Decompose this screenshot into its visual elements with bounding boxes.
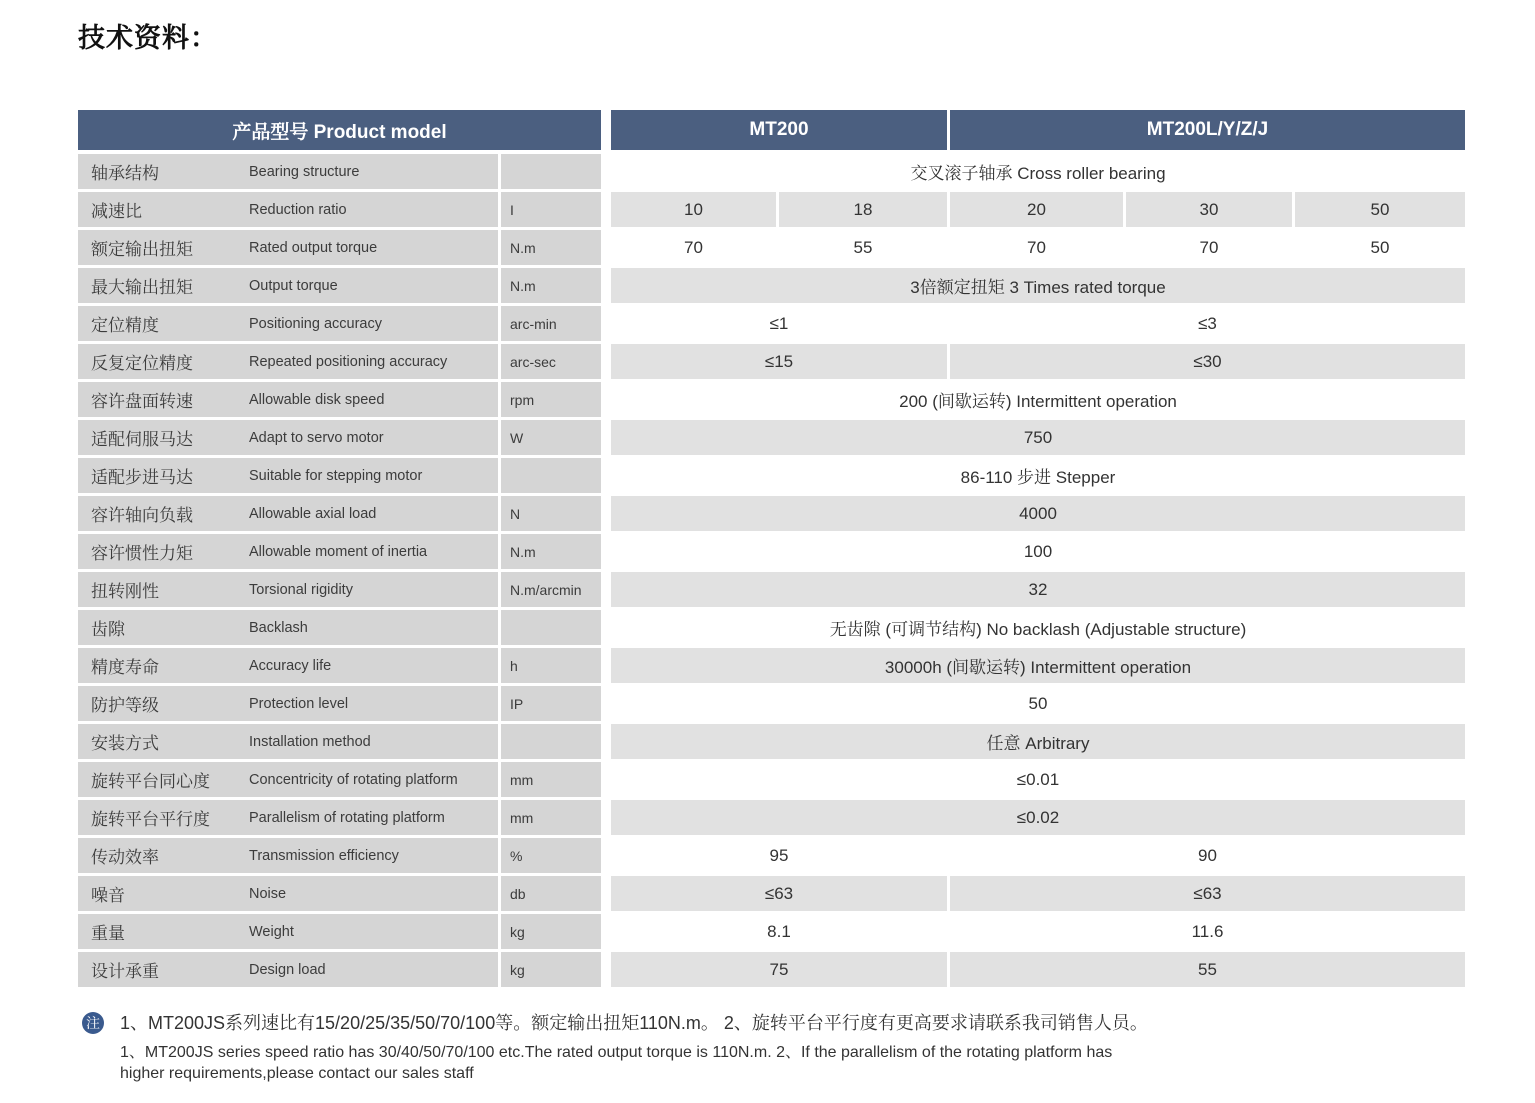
row-label bbox=[78, 382, 498, 417]
header-product-model: 产品型号 Product model bbox=[78, 110, 601, 150]
table-row-axial-load bbox=[78, 496, 1465, 531]
row-label-cn: 旋转平台平行度 bbox=[91, 810, 210, 829]
table-row-parallelism bbox=[78, 800, 1465, 835]
row-label-cn: 反复定位精度 bbox=[91, 354, 193, 373]
row-label-en: Allowable axial load bbox=[249, 505, 377, 522]
row-label-en: Transmission efficiency bbox=[249, 847, 399, 864]
row-label-en: Concentricity of rotating platform bbox=[249, 771, 458, 788]
table-row-repeated-positioning-accuracy bbox=[78, 344, 1465, 379]
table-row-design-load bbox=[78, 952, 1465, 987]
row-value-col: 70 bbox=[611, 230, 776, 265]
note-line-en-1: 1、MT200JS series speed ratio has 30/40/50/70/100 etc.The rated output torque is 110N.m. 2、If the parallelism of the rotating platform has bbox=[120, 1044, 1113, 1061]
row-label-en: Suitable for stepping motor bbox=[249, 467, 423, 484]
row-label-en: Torsional rigidity bbox=[249, 581, 353, 598]
row-label-en: Allowable moment of inertia bbox=[249, 543, 428, 560]
row-unit: W bbox=[501, 420, 601, 455]
row-label-en: Output torque bbox=[249, 277, 338, 294]
row-unit: N.m bbox=[501, 230, 601, 265]
row-unit: N bbox=[501, 496, 601, 531]
row-label-en: Adapt to servo motor bbox=[249, 429, 384, 446]
row-label bbox=[78, 838, 498, 873]
table-row-protection-level bbox=[78, 686, 1465, 721]
spec-table bbox=[78, 110, 1465, 990]
row-value-col: 30 bbox=[1126, 192, 1292, 227]
row-value: 750 bbox=[611, 420, 1465, 455]
row-value-mt200: ≤63 bbox=[611, 876, 947, 911]
row-label bbox=[78, 496, 498, 531]
row-value: 4000 bbox=[611, 496, 1465, 531]
row-label-en: Allowable disk speed bbox=[249, 391, 385, 408]
row-label-en: Protection level bbox=[249, 695, 349, 712]
row-unit bbox=[501, 610, 601, 645]
row-unit: N.m bbox=[501, 534, 601, 569]
row-label-cn: 容许惯性力矩 bbox=[91, 544, 193, 563]
row-unit bbox=[501, 154, 601, 189]
table-row-allowable-disk-speed bbox=[78, 382, 1465, 417]
row-label bbox=[78, 762, 498, 797]
table-row-bearing-structure bbox=[78, 154, 1465, 189]
table-row-torsional-rigidity bbox=[78, 572, 1465, 607]
row-value: 3倍额定扭矩 3 Times rated torque bbox=[611, 268, 1465, 303]
row-label bbox=[78, 420, 498, 455]
header-mt200: MT200 bbox=[611, 110, 947, 150]
table-row-backlash bbox=[78, 610, 1465, 645]
row-label-cn: 最大输出扭矩 bbox=[91, 278, 193, 297]
table-header-row bbox=[78, 110, 1465, 150]
row-label-cn: 精度寿命 bbox=[91, 658, 159, 677]
table-row-accuracy-life bbox=[78, 648, 1465, 683]
row-label bbox=[78, 572, 498, 607]
row-label-en: Weight bbox=[249, 923, 294, 940]
row-value-mt200l: ≤63 bbox=[950, 876, 1465, 911]
row-label bbox=[78, 686, 498, 721]
row-label-en: Design load bbox=[249, 961, 326, 978]
row-label-en: Noise bbox=[249, 885, 287, 902]
row-label-en: Rated output torque bbox=[249, 239, 378, 256]
row-value: 86-110 步进 Stepper bbox=[611, 458, 1465, 493]
table-row-rated-output-torque bbox=[78, 230, 1465, 265]
row-label bbox=[78, 800, 498, 835]
row-label-cn: 设计承重 bbox=[91, 962, 159, 981]
row-label bbox=[78, 306, 498, 341]
row-value-mt200: 95 bbox=[611, 838, 947, 873]
row-label bbox=[78, 344, 498, 379]
row-unit: rpm bbox=[501, 382, 601, 417]
row-unit: arc-min bbox=[501, 306, 601, 341]
row-unit bbox=[501, 458, 601, 493]
row-label-en: Positioning accuracy bbox=[249, 315, 382, 332]
row-label-cn: 旋转平台同心度 bbox=[91, 772, 210, 791]
row-value-col: 50 bbox=[1295, 230, 1465, 265]
row-value-col: 70 bbox=[950, 230, 1123, 265]
row-value-mt200l: ≤30 bbox=[950, 344, 1465, 379]
row-value-col: 10 bbox=[611, 192, 776, 227]
row-value-col: 55 bbox=[779, 230, 947, 265]
row-unit: h bbox=[501, 648, 601, 683]
row-label bbox=[78, 268, 498, 303]
row-value: 50 bbox=[611, 686, 1465, 721]
row-label bbox=[78, 610, 498, 645]
row-label bbox=[78, 230, 498, 265]
row-label-cn: 噪音 bbox=[91, 886, 125, 905]
page-title: 技术资料： bbox=[78, 23, 218, 53]
row-unit: N.m bbox=[501, 268, 601, 303]
row-value: 交叉滚子轴承 Cross roller bearing bbox=[611, 154, 1465, 189]
row-unit: IP bbox=[501, 686, 601, 721]
row-label-en: Accuracy life bbox=[249, 657, 332, 674]
row-label-cn: 额定输出扭矩 bbox=[91, 240, 193, 259]
row-unit: kg bbox=[501, 914, 601, 949]
row-label bbox=[78, 876, 498, 911]
table-row-installation-method bbox=[78, 724, 1465, 759]
row-value-mt200l: 55 bbox=[950, 952, 1465, 987]
table-row-output-torque bbox=[78, 268, 1465, 303]
row-label-cn: 定位精度 bbox=[91, 316, 159, 335]
row-value: 32 bbox=[611, 572, 1465, 607]
row-unit: N.m/arcmin bbox=[501, 572, 601, 607]
row-label-en: Repeated positioning accuracy bbox=[249, 353, 448, 370]
row-label bbox=[78, 648, 498, 683]
row-unit: % bbox=[501, 838, 601, 873]
row-label-en: Reduction ratio bbox=[249, 201, 347, 218]
row-label-en: Installation method bbox=[249, 733, 371, 750]
row-value: ≤0.01 bbox=[611, 762, 1465, 797]
row-unit: I bbox=[501, 192, 601, 227]
row-label-cn: 重量 bbox=[91, 924, 125, 943]
row-unit: arc-sec bbox=[501, 344, 601, 379]
table-row-concentricity bbox=[78, 762, 1465, 797]
row-label bbox=[78, 534, 498, 569]
row-value: 任意 Arbitrary bbox=[611, 724, 1465, 759]
note-line-cn: 1、MT200JS系列速比有15/20/25/35/50/70/100等。额定输出扭矩110N.m。 2、旋转平台平行度有更高要求请联系我司销售人员。 bbox=[120, 1013, 1148, 1033]
row-value-mt200: ≤1 bbox=[611, 306, 947, 341]
row-label bbox=[78, 952, 498, 987]
row-label-cn: 适配伺服马达 bbox=[91, 430, 193, 449]
table-row-reduction-ratio bbox=[78, 192, 1465, 227]
row-value: 30000h (间歇运转) Intermittent operation bbox=[611, 648, 1465, 683]
row-label-en: Backlash bbox=[249, 619, 308, 636]
table-row-transmission-efficiency bbox=[78, 838, 1465, 873]
table-row-weight bbox=[78, 914, 1465, 949]
row-label-cn: 扭转刚性 bbox=[91, 582, 159, 601]
row-value-col: 70 bbox=[1126, 230, 1292, 265]
row-label-cn: 容许轴向负载 bbox=[91, 506, 193, 525]
row-value-mt200l: 11.6 bbox=[950, 914, 1465, 949]
row-unit bbox=[501, 724, 601, 759]
row-value: 100 bbox=[611, 534, 1465, 569]
table-row-positioning-accuracy bbox=[78, 306, 1465, 341]
row-value-col: 18 bbox=[779, 192, 947, 227]
row-value-col: 50 bbox=[1295, 192, 1465, 227]
row-value-mt200: ≤15 bbox=[611, 344, 947, 379]
row-unit: mm bbox=[501, 800, 601, 835]
header-mt200l: MT200L/Y/Z/J bbox=[950, 110, 1465, 150]
table-row-servo-motor bbox=[78, 420, 1465, 455]
row-unit: mm bbox=[501, 762, 601, 797]
row-value-col: 20 bbox=[950, 192, 1123, 227]
footnote bbox=[82, 1009, 1342, 1084]
table-row-stepping-motor bbox=[78, 458, 1465, 493]
row-label bbox=[78, 458, 498, 493]
row-unit: db bbox=[501, 876, 601, 911]
row-label bbox=[78, 154, 498, 189]
row-label bbox=[78, 724, 498, 759]
row-label bbox=[78, 914, 498, 949]
row-label-cn: 减速比 bbox=[91, 202, 142, 221]
row-label-en: Parallelism of rotating platform bbox=[249, 809, 445, 826]
row-value-mt200l: ≤3 bbox=[950, 306, 1465, 341]
row-label-cn: 适配步进马达 bbox=[91, 468, 193, 487]
note-line-en-2: higher requirements,please contact our sales staff bbox=[120, 1065, 474, 1082]
row-unit: kg bbox=[501, 952, 601, 987]
table-row-noise bbox=[78, 876, 1465, 911]
row-value: 无齿隙 (可调节结构) No backlash (Adjustable structure) bbox=[611, 610, 1465, 645]
row-label-cn: 容许盘面转速 bbox=[91, 392, 193, 411]
row-label-cn: 防护等级 bbox=[91, 696, 159, 715]
row-label bbox=[78, 192, 498, 227]
row-value-mt200l: 90 bbox=[950, 838, 1465, 873]
table-row-moment-of-inertia bbox=[78, 534, 1465, 569]
note-badge-icon: 注 bbox=[82, 1012, 104, 1034]
row-label-cn: 轴承结构 bbox=[91, 164, 159, 183]
row-value-mt200: 8.1 bbox=[611, 914, 947, 949]
row-value-mt200: 75 bbox=[611, 952, 947, 987]
row-label-cn: 传动效率 bbox=[91, 848, 159, 867]
footnote-text bbox=[120, 1009, 1148, 1084]
row-label-en: Bearing structure bbox=[249, 163, 360, 180]
row-label-cn: 安装方式 bbox=[91, 734, 159, 753]
row-value: ≤0.02 bbox=[611, 800, 1465, 835]
row-label-cn: 齿隙 bbox=[91, 620, 125, 639]
row-value: 200 (间歇运转) Intermittent operation bbox=[611, 382, 1465, 417]
